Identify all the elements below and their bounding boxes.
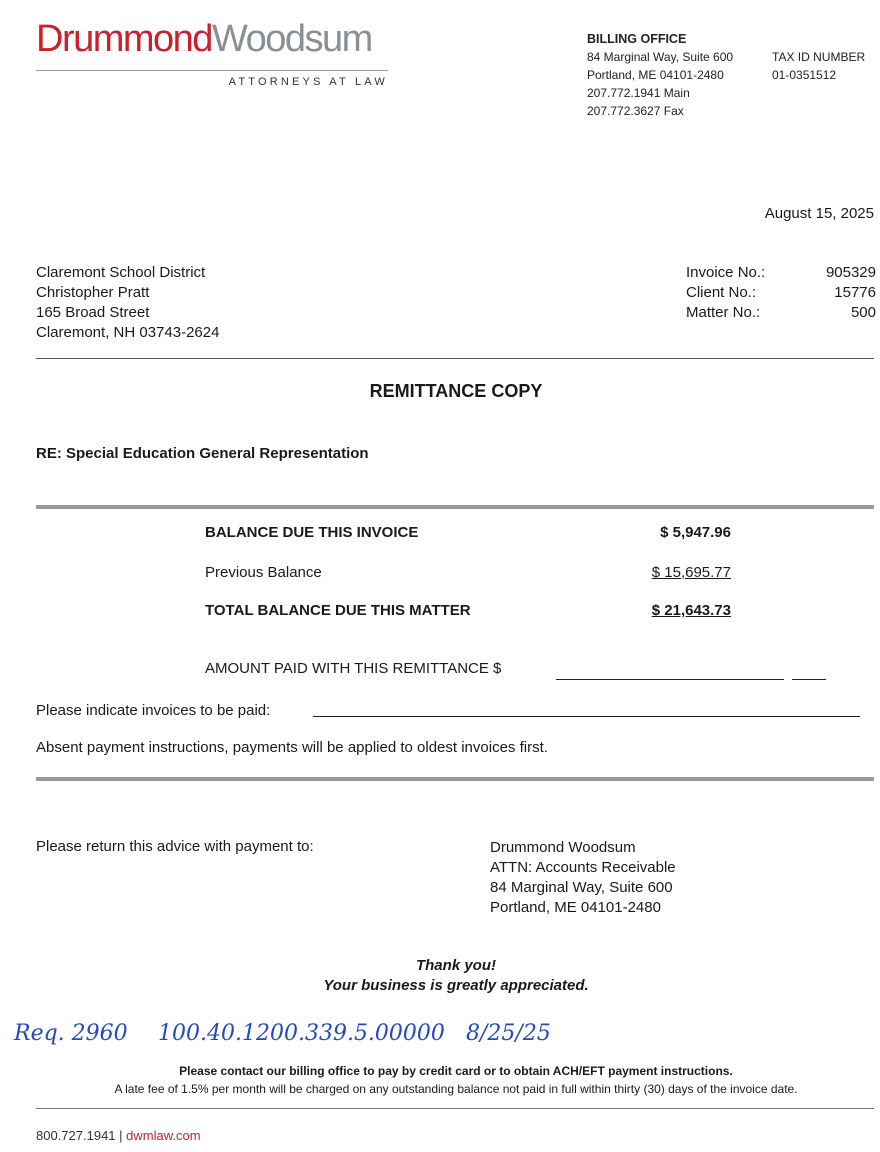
balance-due-value: $ 5,947.96 (660, 524, 731, 541)
amount-paid-label: AMOUNT PAID WITH THIS REMITTANCE $ (205, 660, 502, 677)
balance-top-divider (36, 505, 874, 509)
billing-office-line1: 84 Marginal Way, Suite 600 (587, 50, 734, 64)
thank-you-line1: Thank you! (415, 957, 496, 974)
firm-logo (36, 16, 392, 88)
total-balance-label: TOTAL BALANCE DUE THIS MATTER (205, 602, 471, 619)
balance-due-label: BALANCE DUE THIS INVOICE (205, 524, 419, 541)
invoices-to-pay-line[interactable] (313, 700, 860, 717)
tax-id-block (772, 48, 865, 84)
matter-number-value: 500 (850, 304, 876, 321)
tax-id-value: 01-0351512 (772, 68, 837, 82)
billing-office-line2: Portland, ME 04101-2480 (587, 68, 724, 82)
footer (36, 1128, 201, 1143)
billing-office-fax: 207.772.3627 Fax (587, 104, 684, 118)
footer-website-link[interactable]: dwmlaw.com (126, 1128, 201, 1143)
client-number-label: Client No.: (686, 284, 757, 301)
payment-instructions-note: Absent payment instructions, payments will be applied to oldest invoices first. (36, 739, 548, 756)
logo-wordmark (36, 16, 392, 62)
previous-balance-label: Previous Balance (205, 564, 322, 581)
return-address-line3: 84 Marginal Way, Suite 600 (490, 879, 673, 896)
handwritten-account-code: 100.40.1200.339.5.00000 (158, 1021, 445, 1046)
balance-bottom-divider (36, 777, 874, 781)
matter-number-row (686, 303, 876, 323)
handwritten-req-number: Req. 2960 (14, 1021, 128, 1046)
thank-you-line2: Your business is greatly appreciated. (323, 977, 589, 994)
footer-phone: 800.727.1941 (36, 1128, 116, 1143)
return-address-line2: ATTN: Accounts Receivable (490, 859, 676, 876)
payment-contact-note: Please contact our billing office to pay by credit card or to obtain ACH/EFT payment instructions. (179, 1064, 733, 1078)
header-divider (36, 358, 874, 359)
footer-divider (36, 1108, 874, 1109)
billing-office-block (587, 30, 733, 120)
return-address-line4: Portland, ME 04101-2480 (490, 899, 661, 916)
invoices-to-pay-label: Please indicate invoices to be paid: (36, 702, 271, 719)
client-address (36, 263, 219, 343)
total-balance-value: $ 21,643.73 (651, 602, 731, 619)
amount-paid-cents-line[interactable] (792, 662, 826, 680)
amount-paid-dollars-line[interactable] (556, 662, 784, 680)
invoice-date: August 15, 2025 (764, 205, 874, 222)
client-address-line4: Claremont, NH 03743-2624 (36, 324, 220, 341)
invoice-number-row (686, 263, 876, 283)
return-advice-label: Please return this advice with payment to: (36, 838, 314, 855)
document-title: REMITTANCE COPY (369, 381, 543, 401)
billing-office-heading: BILLING OFFICE (587, 32, 687, 46)
logo-tagline: ATTORNEYS AT LAW (228, 76, 388, 88)
footer-separator: | (115, 1128, 127, 1143)
matter-number-label: Matter No.: (686, 304, 761, 321)
return-address-line1: Drummond Woodsum (490, 839, 636, 856)
handwritten-date: 8/25/25 (466, 1021, 551, 1046)
tax-id-label: TAX ID NUMBER (772, 50, 866, 64)
client-address-line2: Christopher Pratt (36, 284, 150, 301)
client-address-line1: Claremont School District (36, 264, 206, 281)
client-address-line3: 165 Broad Street (36, 304, 150, 321)
invoice-number-label: Invoice No.: (686, 264, 766, 281)
invoice-number-value: 905329 (825, 264, 876, 281)
return-address (490, 838, 676, 918)
client-number-value: 15776 (834, 284, 876, 301)
late-fee-note: A late fee of 1.5% per month will be charged on any outstanding balance not paid in full within thirty (30) days of the invoice date. (114, 1082, 798, 1096)
previous-balance-value: $ 15,695.77 (651, 564, 731, 581)
logo-part2: Woodsum (211, 18, 372, 60)
billing-office-phone: 207.772.1941 Main (587, 86, 690, 100)
logo-part1: Drummond (36, 18, 212, 60)
client-number-row (686, 283, 876, 303)
re-line: RE: Special Education General Representation (36, 445, 369, 462)
invoice-numbers (686, 263, 876, 323)
logo-rule (36, 70, 388, 71)
thank-you-message (0, 956, 880, 996)
